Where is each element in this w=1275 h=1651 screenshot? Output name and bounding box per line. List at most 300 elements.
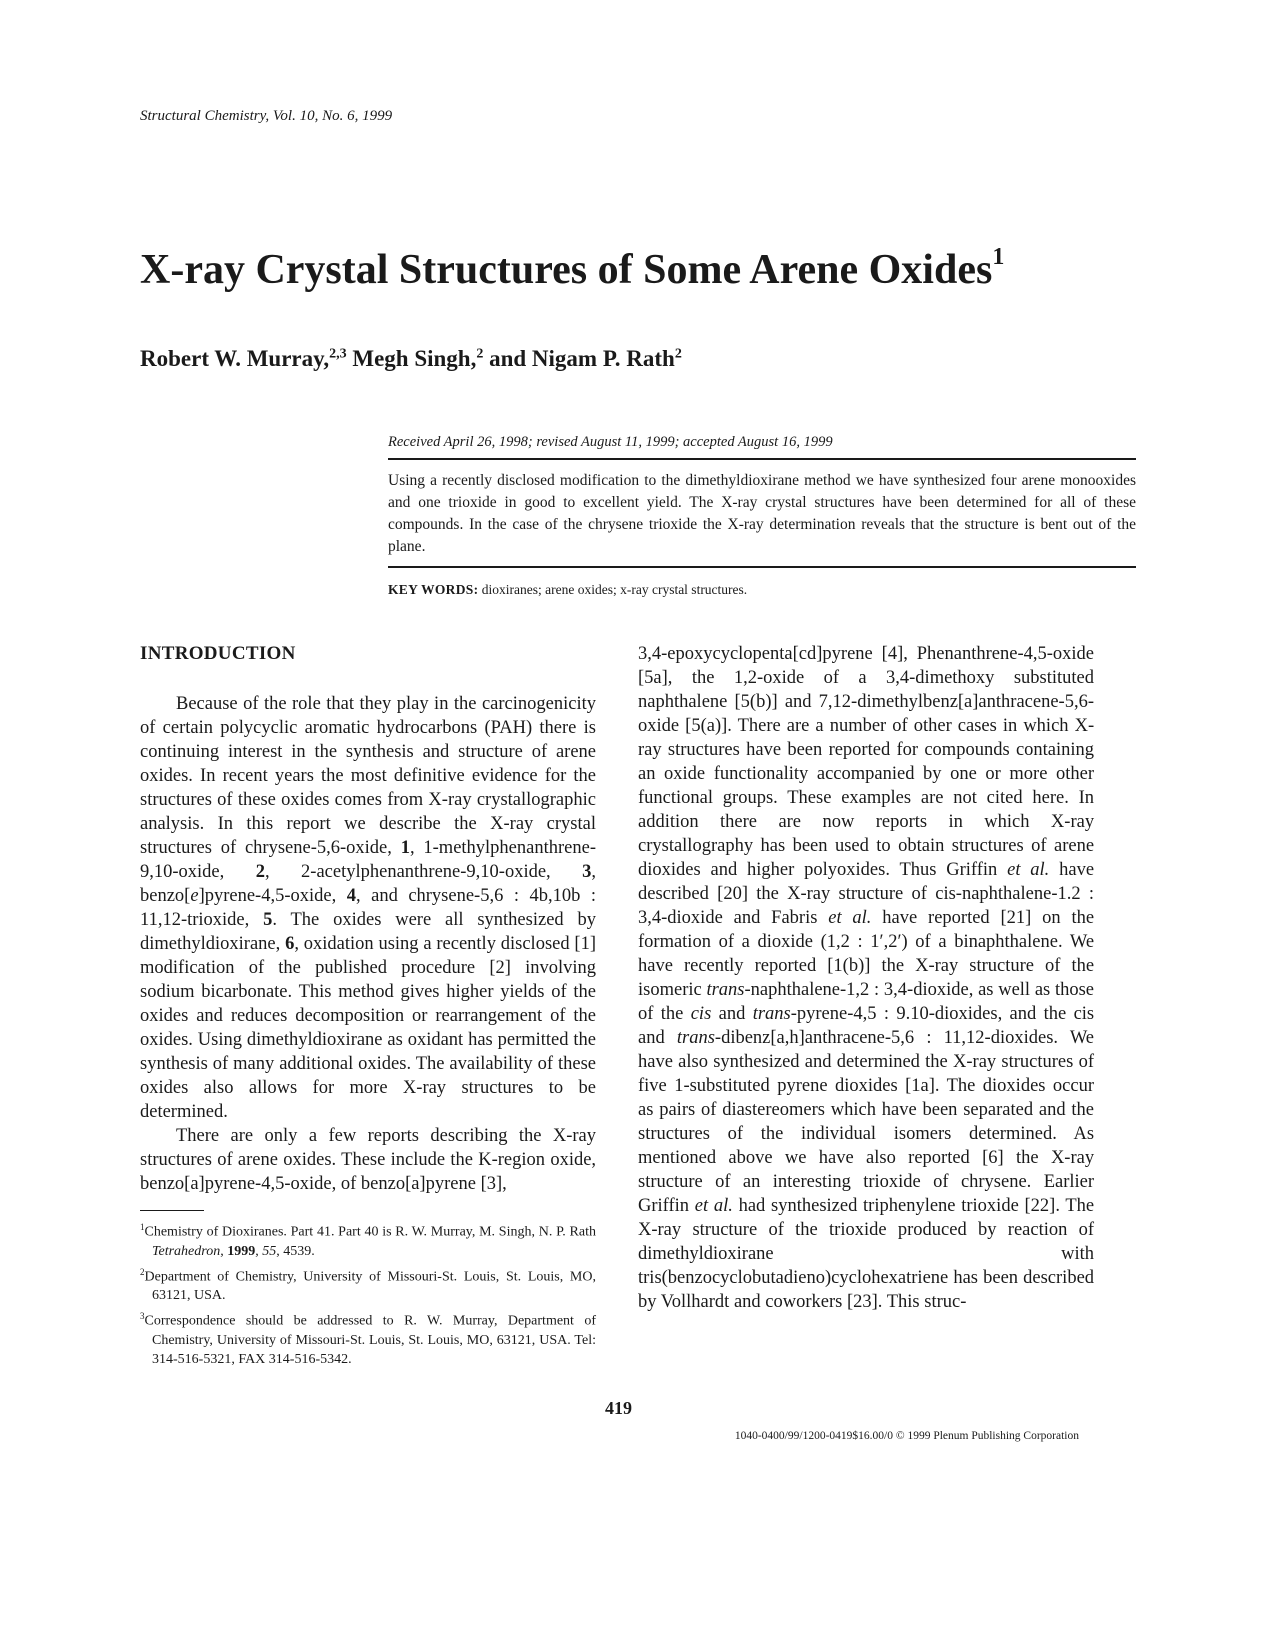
text-run <box>1058 1028 1070 1048</box>
text-run: crystallography <box>638 836 754 856</box>
text-run: groups. <box>722 788 778 808</box>
text-run: We <box>1069 932 1095 952</box>
text-run: of <box>911 884 927 904</box>
text-run: the <box>518 1126 542 1146</box>
text-run: chrysene. <box>960 1172 1032 1192</box>
text-run: Because of the role that they play in the carcinogenicity of certain polycyclic aromatic hydrocarbons (PAH) there is continuing interest in the synthesis and structure of arene oxides. In recent years the most definitive evidence for the structures of these oxides comes from X-ray crystallographic analysis. In this report we describe the X-ray crystal structures of chrysene-5,6-oxide, <box>140 694 596 858</box>
text-run <box>1031 1172 1043 1192</box>
text-run: [5a], <box>638 668 673 688</box>
text-run: of <box>823 668 840 688</box>
text-run <box>297 1126 308 1146</box>
compound-number: 1 <box>400 838 410 858</box>
text-run <box>1066 1004 1073 1024</box>
text-run <box>887 1220 898 1240</box>
text-run <box>1067 1220 1078 1240</box>
text-run: the <box>1071 908 1095 928</box>
italic-text <box>1020 860 1030 880</box>
text-run: a <box>308 1126 318 1146</box>
text-run: the <box>756 884 779 904</box>
article-title <box>140 246 1004 294</box>
text-run: are <box>230 1126 254 1146</box>
text-run: reports <box>875 812 928 832</box>
text-run: of <box>768 1220 784 1240</box>
text-run <box>890 860 899 880</box>
text-run: There <box>176 1126 220 1146</box>
text-run: Griffin <box>638 1196 690 1216</box>
text-run: been <box>983 1268 1019 1288</box>
text-run: X-ray <box>638 1220 682 1240</box>
compound-number: 5 <box>263 910 273 930</box>
text-run <box>541 1126 552 1146</box>
text-run <box>908 644 917 664</box>
text-run: and <box>733 908 761 928</box>
text-run: These <box>341 1150 386 1170</box>
text-run: The <box>946 1076 976 1096</box>
footnote-mark: 2 <box>140 1266 145 1277</box>
text-run: addition <box>638 812 699 832</box>
text-run: are <box>920 788 944 808</box>
text-run <box>813 932 821 952</box>
text-run <box>653 1004 660 1024</box>
text-run: [1(b)] <box>827 956 871 976</box>
text-run <box>904 956 915 976</box>
text-run: -pyrene-4,5 <box>790 1004 877 1024</box>
text-run: by <box>638 1292 657 1312</box>
footnote-text: , <box>220 1243 228 1259</box>
text-run: those <box>1054 980 1095 1000</box>
text-run: (1,2 <box>820 932 850 952</box>
text-run: oxide, <box>550 1150 597 1170</box>
text-run <box>737 860 747 880</box>
citation-volume: 55 <box>262 1243 277 1259</box>
text-run: synthesized <box>771 1196 858 1216</box>
text-run: triphenylene <box>863 1196 956 1216</box>
text-run <box>936 860 946 880</box>
text-run <box>854 1148 866 1168</box>
text-run: have <box>746 740 782 760</box>
text-run <box>1034 956 1045 976</box>
text-run: : <box>883 1004 889 1024</box>
text-run: These <box>787 788 832 808</box>
text-run <box>699 812 720 832</box>
text-run <box>850 932 858 952</box>
text-run: . The oxides were all synthesized by dimethyldioxirane, <box>140 910 596 954</box>
text-run: by <box>978 1220 997 1240</box>
text-run <box>951 1124 969 1144</box>
footnote-text: Department of Chemistry, University of Missouri-St. Louis, St. Louis, MO, 63121, USA. <box>144 1269 596 1304</box>
text-run <box>773 1148 785 1168</box>
text-run <box>1002 1004 1009 1024</box>
text-run: -naphthalene-1,2 <box>744 980 870 1000</box>
text-run <box>914 764 923 784</box>
copyright-line: 1040-0400/99/1200-0419$16.00/0 © 1999 Plenum Publishing Corporation <box>734 1430 1079 1442</box>
text-run <box>731 1172 743 1192</box>
text-run: a <box>938 932 947 952</box>
text-run: X-ray <box>1050 812 1095 832</box>
author-3-affiliation: 2 <box>674 346 682 362</box>
text-run: and <box>784 692 812 712</box>
text-run: : <box>874 980 880 1000</box>
text-run: well <box>998 980 1031 1000</box>
compound-number: 4 <box>346 886 356 906</box>
text-run <box>673 956 684 976</box>
text-run: the <box>925 1052 948 1072</box>
journal-header: Structural Chemistry, Vol. 10, No. 6, 1999 <box>140 108 393 124</box>
text-run <box>1057 1124 1074 1144</box>
text-run: isomeric <box>638 980 702 1000</box>
text-run: cited <box>986 788 1023 808</box>
text-run: the <box>1016 1148 1039 1168</box>
text-run: : <box>857 932 863 952</box>
text-run: been <box>922 1100 958 1120</box>
text-run <box>705 764 714 784</box>
text-run <box>898 1076 905 1096</box>
text-run: dioxides <box>982 1076 1046 1096</box>
section-heading: INTRODUCTION <box>140 643 296 664</box>
text-run <box>714 668 733 688</box>
text-run: more <box>1009 764 1048 784</box>
footnote-mark: 3 <box>140 1311 145 1322</box>
text-run <box>1004 1148 1016 1168</box>
text-run <box>760 1172 772 1192</box>
text-run: include <box>390 1150 446 1170</box>
text-run: We <box>1069 1028 1095 1048</box>
received-dates: Received April 26, 1998; revised August 11, 1999; accepted August 16, 1999 <box>388 434 833 450</box>
text-run: X-ray <box>787 884 831 904</box>
text-run: other <box>1056 764 1095 784</box>
text-run: have <box>638 956 673 976</box>
text-run <box>778 788 787 808</box>
text-run: X-ray <box>915 956 959 976</box>
text-run: describing <box>430 1126 508 1146</box>
text-run: dioxide <box>757 932 813 952</box>
text-run: 3,4-dioxide <box>638 908 723 928</box>
author-2-affiliation: 2 <box>476 346 484 362</box>
text-run: cis-naphthalene-1.2 <box>935 884 1081 904</box>
text-run: determined. <box>969 1124 1057 1144</box>
text-run <box>1023 788 1033 808</box>
text-run <box>851 1172 863 1192</box>
page-number: 419 <box>605 1398 632 1418</box>
text-run: a <box>741 932 750 952</box>
text-run <box>818 1220 829 1240</box>
text-run <box>774 1244 1061 1264</box>
italic-text: et <box>694 1196 709 1216</box>
text-run: structures <box>638 1124 710 1144</box>
text-run: for <box>896 740 919 760</box>
text-run: 3,4-epoxycyclopenta[cd]pyrene <box>638 644 873 664</box>
text-run: which <box>830 1100 876 1120</box>
left-column <box>140 642 596 1196</box>
text-run <box>808 764 817 784</box>
text-run <box>949 1172 961 1192</box>
text-run: 1′,2′) <box>870 932 908 952</box>
text-run: : <box>1088 884 1095 904</box>
text-run: binaphthalene. <box>954 932 1063 952</box>
text-run <box>760 908 771 928</box>
text-run: also <box>866 1148 896 1168</box>
text-run: examples <box>841 788 912 808</box>
text-run: occur <box>1052 1076 1095 1096</box>
text-run <box>748 884 756 904</box>
text-run: described <box>638 884 709 904</box>
text-run <box>701 860 711 880</box>
text-run: as <box>978 980 994 1000</box>
text-run: [22]. <box>1024 1196 1060 1216</box>
text-run <box>703 1172 715 1192</box>
text-run: benzo[a]pyrene <box>360 1174 476 1194</box>
text-run <box>1049 860 1059 880</box>
text-run: are <box>786 716 810 736</box>
text-run: other <box>913 716 952 736</box>
text-run: and <box>804 1052 832 1072</box>
text-run: [21] <box>1000 908 1032 928</box>
text-run: [4], <box>881 644 908 664</box>
italic-text: al. <box>1030 860 1050 880</box>
text-run: accompanied <box>816 764 915 784</box>
text-run <box>990 908 1001 928</box>
text-run <box>816 956 827 976</box>
text-run: Vollhardt <box>660 1292 730 1312</box>
text-run <box>681 1220 692 1240</box>
text-run: structure <box>692 1220 758 1240</box>
text-run <box>977 788 987 808</box>
title-text: X-ray Crystal Structures of Some Arene Oxides <box>140 247 993 293</box>
text-run: Fabris <box>771 908 818 928</box>
text-run <box>779 884 787 904</box>
text-run: , and chrysene-5,6 : 4b,10b : 11,12-trioxide, <box>140 886 596 930</box>
text-run <box>891 836 898 856</box>
text-run <box>683 1004 690 1024</box>
footnote-mark: 1 <box>140 1222 145 1232</box>
text-run: now <box>822 812 855 832</box>
text-run <box>967 1220 978 1240</box>
text-run: and <box>638 1028 665 1048</box>
text-run <box>1060 956 1071 976</box>
text-run: separated <box>963 1100 1034 1120</box>
text-run <box>873 644 882 664</box>
text-run: here. <box>1032 788 1069 808</box>
text-run: of <box>727 1124 744 1144</box>
text-run: few <box>328 1126 357 1146</box>
text-run: the <box>760 1124 784 1144</box>
text-run: containing <box>1015 740 1095 760</box>
text-run: trioxide <box>829 1220 887 1240</box>
text-run <box>253 1126 264 1146</box>
italic-text: trans <box>706 980 745 1000</box>
text-run <box>794 860 804 880</box>
text-run: five <box>638 1076 667 1096</box>
text-run: formation <box>638 932 711 952</box>
text-run: , 1-methylphenanthrene-9,10-oxide, <box>140 838 596 882</box>
text-run: of <box>915 932 931 952</box>
compound-number: 6 <box>285 934 295 954</box>
text-run: of <box>718 932 734 952</box>
text-run <box>903 884 911 904</box>
text-run: as <box>638 1100 654 1120</box>
text-run <box>839 668 858 688</box>
text-run <box>1046 1076 1053 1096</box>
text-run <box>896 1148 908 1168</box>
text-run: have <box>818 1148 854 1168</box>
text-run: not <box>953 788 977 808</box>
text-run: on <box>1042 908 1061 928</box>
text-run: with <box>1061 1244 1094 1264</box>
text-run: 11,12-dioxides. <box>943 1028 1059 1048</box>
column-flow-text <box>638 642 1094 1314</box>
text-run: of <box>933 1172 949 1192</box>
text-run: there <box>720 812 758 832</box>
text-run: structures <box>1001 1052 1074 1072</box>
abstract-text: Using a recently disclosed modification to the dimethyldioxirane method we have synthesized four arene monooxides and one trioxide in good to excellent yield. The X-ray crystal structures have been determined for all of these compounds. In the case of the chrysene trioxide the X-ray determination reveals that the structure is bent out of the plane. <box>388 472 1136 555</box>
text-run <box>975 1076 982 1096</box>
text-run <box>994 668 1013 688</box>
text-run: the <box>450 1150 473 1170</box>
text-run <box>806 1148 818 1168</box>
text-run: mentioned <box>638 1148 717 1168</box>
text-run: used <box>834 836 869 856</box>
text-run <box>785 836 792 856</box>
footnote-text: Correspondence should be addressed to R. W. Murray, Department of Chemistry, University of Missouri-St. Louis, St. Louis, MO, 63121, USA. Tel: 314-516-5321, FAX 314-516-5342. <box>144 1313 596 1367</box>
text-run <box>757 812 778 832</box>
text-run: oxides. <box>283 1150 337 1170</box>
text-run: , 2-acetylphenanthrene-9,10-oxide, <box>264 862 583 882</box>
text-run <box>1030 812 1051 832</box>
text-run: of <box>217 1150 233 1170</box>
text-run: In <box>1078 788 1095 808</box>
text-run: the <box>1071 1100 1095 1120</box>
text-run: ]pyrene-4,5-oxide, <box>198 886 347 906</box>
text-run: or <box>985 764 1001 784</box>
text-run <box>817 908 828 928</box>
text-run <box>958 956 969 976</box>
text-run: Thus <box>899 860 937 880</box>
text-run: are <box>778 812 802 832</box>
text-run <box>804 668 823 688</box>
author-1: Robert W. Murray, <box>140 346 330 371</box>
text-run: also <box>678 1052 708 1072</box>
text-run: to <box>876 836 891 856</box>
text-run <box>744 956 755 976</box>
text-run: structures <box>951 836 1024 856</box>
text-run <box>1081 884 1089 904</box>
text-run: we <box>784 1148 807 1168</box>
text-run: and <box>1009 1004 1037 1024</box>
text-run: an <box>742 1172 761 1192</box>
footnote-2 <box>140 1263 596 1306</box>
text-run: above <box>728 1148 773 1168</box>
text-run <box>828 836 835 856</box>
text-run: had <box>738 1196 766 1216</box>
text-run <box>927 884 935 904</box>
text-run: arene <box>237 1150 278 1170</box>
text-run <box>1039 1148 1051 1168</box>
text-run <box>723 908 734 928</box>
text-run <box>867 668 886 688</box>
text-run: pairs <box>659 1100 696 1120</box>
text-run: of <box>1078 1052 1094 1072</box>
text-run: of <box>340 1174 357 1194</box>
text-run: -dibenz[a,h]anthracene-5,6 <box>714 1028 915 1048</box>
text-run: and <box>718 1004 746 1024</box>
text-run: [5(b)] <box>734 692 778 712</box>
text-run <box>997 860 1007 880</box>
italic-text: al. <box>713 1196 733 1216</box>
italic-text <box>842 908 853 928</box>
text-run: compounds <box>924 740 1010 760</box>
text-run: pyrene <box>777 1076 828 1096</box>
text-run: struc- <box>924 1292 967 1312</box>
text-run: higher <box>747 860 795 880</box>
text-run: [6] <box>982 1148 1004 1168</box>
footnote-rule <box>140 1210 204 1211</box>
text-run <box>921 1172 933 1192</box>
text-run <box>1063 932 1070 952</box>
compound-number: 3 <box>582 862 592 882</box>
abstract-bottom-rule <box>388 566 1136 568</box>
text-run <box>830 884 838 904</box>
text-run: of <box>715 1172 731 1192</box>
text-run: oxide <box>664 764 706 784</box>
text-run <box>356 1126 367 1146</box>
text-run: trioxide <box>863 1172 921 1192</box>
text-run <box>871 908 882 928</box>
text-run: This <box>886 1292 920 1312</box>
text-run: dimethyldioxirane <box>638 1244 774 1264</box>
text-run <box>711 1004 718 1024</box>
text-run <box>943 788 953 808</box>
text-run <box>757 1220 768 1240</box>
italic-text: et <box>828 908 842 928</box>
text-run: substituted <box>1013 668 1094 688</box>
text-run: isomers <box>893 1124 952 1144</box>
italic-text: e <box>190 886 199 906</box>
text-run: cis <box>1073 1004 1095 1024</box>
text-run <box>784 1220 795 1240</box>
text-run: reaction <box>1007 1220 1068 1240</box>
text-run: interesting <box>772 1172 851 1192</box>
footnote-text: Chemistry of Dioxiranes. Part 41. Part 40 is R. W. Murray, M. Singh, N. P. Rath <box>144 1224 596 1240</box>
text-run: been <box>787 740 823 760</box>
text-run <box>877 1004 884 1024</box>
author-2: Megh Singh, <box>346 346 477 371</box>
text-run: structure <box>638 1172 703 1192</box>
italic-text: cis <box>690 1004 712 1024</box>
text-run: the <box>881 956 905 976</box>
text-run: 7,12-dimethylbenz[a]anthracene-5,6-oxide <box>638 692 1094 736</box>
text-run <box>655 764 664 784</box>
text-run: described <box>1023 1268 1095 1288</box>
text-run: dioxides <box>638 860 701 880</box>
text-run <box>783 1124 801 1144</box>
text-run: of <box>1031 836 1047 856</box>
text-run <box>419 1126 430 1146</box>
text-run <box>709 884 717 904</box>
text-run: the <box>1071 956 1095 976</box>
text-run: 9.10-dioxides, <box>896 1004 1003 1024</box>
text-run: Earlier <box>1043 1172 1095 1192</box>
author-list <box>140 346 682 372</box>
text-run: polyoxides. <box>804 860 890 880</box>
text-run <box>727 692 734 712</box>
text-run <box>716 1148 728 1168</box>
text-run: number <box>829 716 887 736</box>
text-run: has <box>760 836 786 856</box>
text-run <box>997 1220 1008 1240</box>
text-run: [23]. <box>846 1292 883 1312</box>
text-run: reported <box>754 956 817 976</box>
text-run: which <box>984 812 1030 832</box>
